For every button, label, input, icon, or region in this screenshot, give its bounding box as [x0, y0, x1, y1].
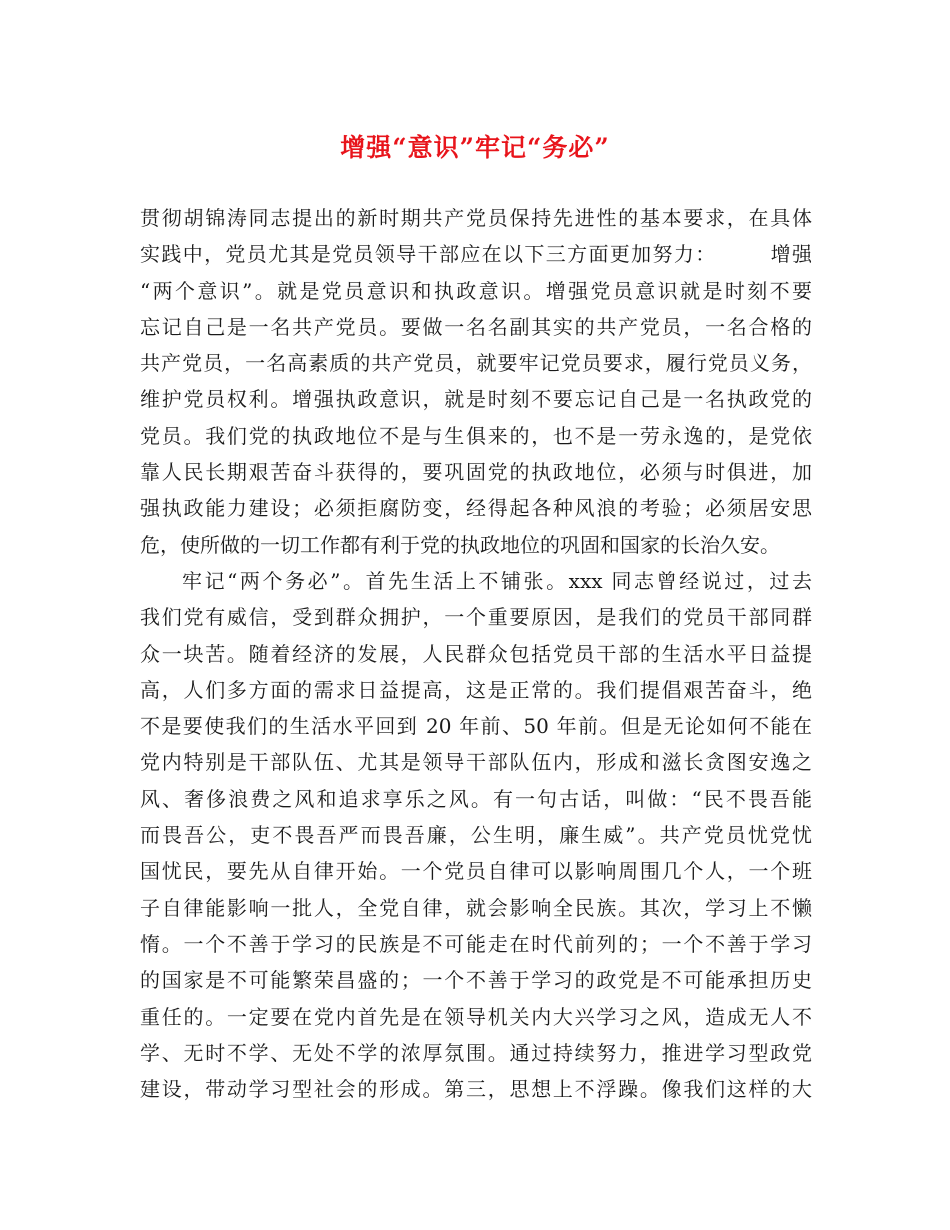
document-title: 增强“意识”牢记“务必”: [340, 133, 610, 162]
body-line: 惰。一个不善于学习的民族是不可能走在时代前列的；一个不善于学习: [140, 931, 812, 956]
body-line: 贯彻胡锦涛同志提出的新时期共产党员保持先进性的基本要求，在具体: [140, 206, 812, 230]
body-line: 靠人民长期艰苦奋斗获得的，要巩固党的执政地位，必须与时俱进，加: [140, 460, 812, 485]
body-line: 危，使所做的一切工作都有利于党的执政地位的巩固和国家的长治久安。: [140, 532, 780, 557]
body-line: 风、奢侈浪费之风和追求享乐之风。有一句古话，叫做：“民不畏吾能: [140, 786, 812, 811]
body-line: 子自律能影响一批人，全党自律，就会影响全民族。其次，学习上不懒: [140, 895, 812, 920]
body-line: 党内特别是干部队伍、尤其是领导干部队伍内，形成和滋长贪图安逸之: [140, 750, 812, 775]
body-line: 高，人们多方面的需求日益提高，这是正常的。我们提倡艰苦奋斗，绝: [140, 677, 812, 702]
body-line: 国忧民，要先从自律开始。一个党员自律可以影响周围几个人，一个班: [140, 859, 812, 884]
body-line: 我们党有威信，受到群众拥护，一个重要原因，是我们的党员干部同群: [140, 605, 812, 630]
body-line: 实践中，党员尤其是党员领导干部应在以下三方面更加努力： 增强: [140, 242, 812, 267]
body-line: 维护党员权利。增强执政意识，就是时刻不要忘记自己是一名执政党的: [140, 387, 812, 412]
body-line: 强执政能力建设；必须拒腐防变，经得起各种风浪的考验；必须居安思: [140, 496, 812, 521]
document-body: [140, 200, 812, 1107]
body-line: 忘记自己是一名共产党员。要做一名名副其实的共产党员，一名合格的: [140, 314, 812, 339]
body-line: 重任的。一定要在党内首先是在领导机关内大兴学习之风，造成无人不: [140, 1004, 812, 1029]
body-line: 不是要使我们的生活水平回到 20 年前、50 年前。但是无论如何不能在: [140, 714, 812, 739]
body-line: 党员。我们党的执政地位不是与生俱来的，也不是一劳永逸的，是党依: [140, 423, 812, 448]
body-line: 共产党员，一名高素质的共产党员，就要牢记党员要求，履行党员义务，: [140, 351, 812, 376]
body-line: 学、无时不学、无处不学的浓厚氛围。通过持续努力，推进学习型政党: [140, 1040, 812, 1065]
body-line: 而畏吾公，吏不畏吾严而畏吾廉，公生明，廉生威”。共产党员忧党忧: [140, 823, 812, 848]
body-line: 众一块苦。随着经济的发展，人民群众包括党员干部的生活水平日益提: [140, 641, 812, 666]
body-line: 建设，带动学习型社会的形成。第三，思想上不浮躁。像我们这样的大: [140, 1077, 812, 1102]
body-line: 的国家是不可能繁荣昌盛的；一个不善于学习的政党是不可能承担历史: [140, 968, 812, 993]
body-line: “两个意识”。就是党员意识和执政意识。增强党员意识就是时刻不要: [140, 278, 812, 303]
body-line: 牢记“两个务必”。首先生活上不铺张。xxx 同志曾经说过，过去: [182, 568, 812, 593]
